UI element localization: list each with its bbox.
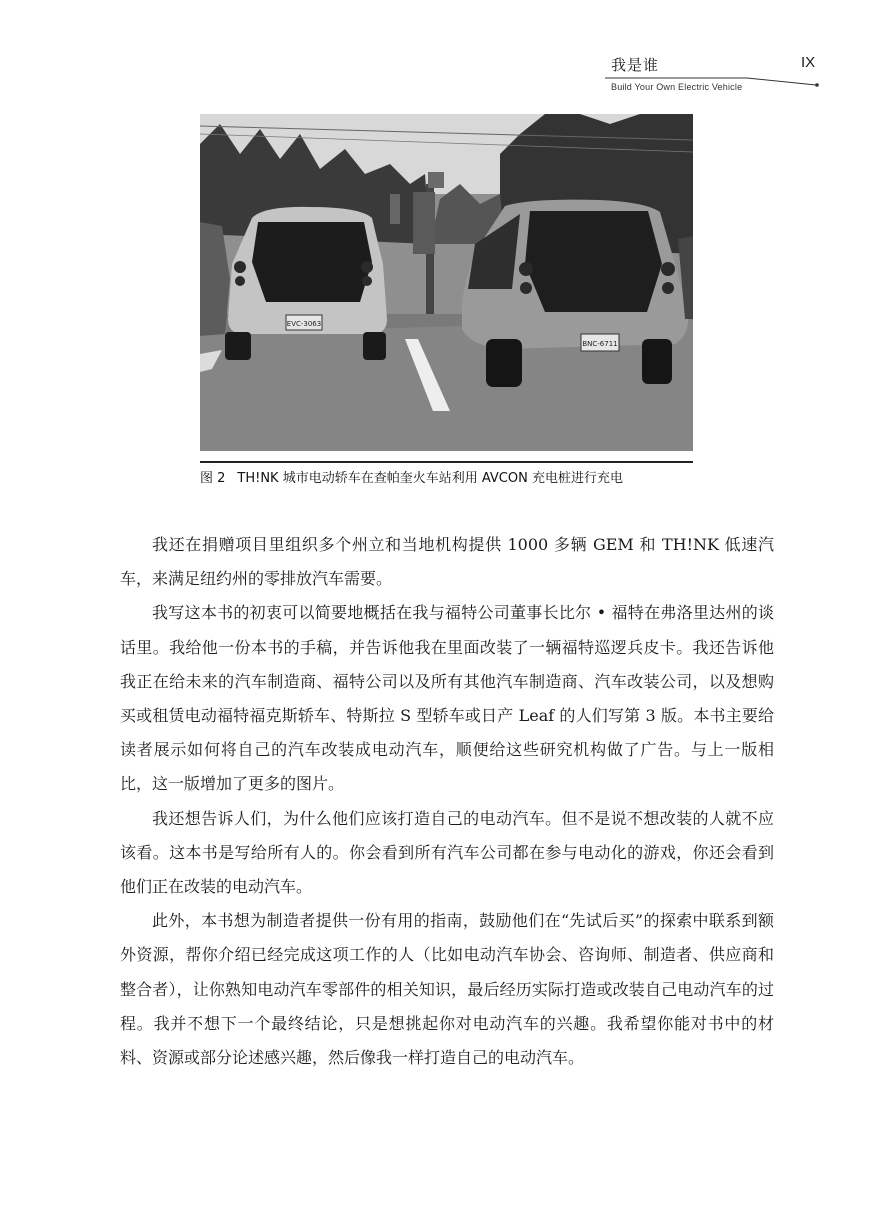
paragraph: 我还想告诉人们，为什么他们应该打造自己的电动汽车。但不是说不想改装的人就不应该看。这本书是写给所有人的。你会看到所有汽车公司都在参与电动化的游戏，你还会看到他们正在改装的电动汽车。 bbox=[120, 808, 774, 897]
figure-photo bbox=[200, 114, 693, 451]
page-number: IX bbox=[801, 54, 816, 71]
running-head-title: 我是谁 bbox=[611, 56, 660, 74]
figure-divider bbox=[200, 461, 693, 463]
figure-caption bbox=[200, 467, 720, 486]
left-plate-text: EVC-3063 bbox=[286, 320, 322, 328]
body-text bbox=[120, 528, 774, 1075]
figure-caption-text: TH!NK 城市电动轿车在查帕奎火车站利用 AVCON 充电桩进行充电 bbox=[237, 471, 623, 486]
right-plate-text: BNC-6711 bbox=[582, 340, 618, 348]
photo-charging-station bbox=[200, 114, 693, 451]
paragraph: 我还在捐赠项目里组织多个州立和当地机构提供 1000 多辆 GEM 和 TH!NK 低速汽车，来满足纽约州的零排放汽车需要。 bbox=[120, 535, 774, 589]
paragraph: 此外，本书想为制造者提供一份有用的指南，鼓励他们在“先试后买”的探索中联系到额外资源，帮你介绍已经完成这项工作的人（比如电动汽车协会、咨询师、制造者、供应商和整合者），让你熟知电动汽车零部件的相关知识，最后经历实际打造或改装自己电动汽车的过程。我并不想下一个最终结论，只是想挑起你对电动汽车的兴趣。我希望你能对书中的材料、资源或部分论述感兴趣，然后像我一样打造自己的电动汽车。 bbox=[120, 911, 774, 1068]
running-head bbox=[0, 0, 869, 100]
figure-number: 图 2 bbox=[200, 471, 226, 486]
paragraph: 我写这本书的初衷可以简要地概括在我与福特公司董事长比尔 • 福特在弗洛里达州的谈话里。我给他一份本书的手稿，并告诉他我在里面改装了一辆福特巡逻兵皮卡。我还告诉他我正在给未来的汽车制造商、福特公司以及所有其他汽车制造商、汽车改装公司，以及想购买或租赁电动福特福克斯轿车、特斯拉 S 型轿车或日产 Leaf 的人们写第 3 版。本书主要给读者展示如何将自己的汽车改装成电动汽车，顺便给这些研究机构做了广告。与上一版相比，这一版增加了更多的图片。 bbox=[120, 603, 774, 794]
running-head-subtitle: Build Your Own Electric Vehicle bbox=[611, 82, 743, 92]
